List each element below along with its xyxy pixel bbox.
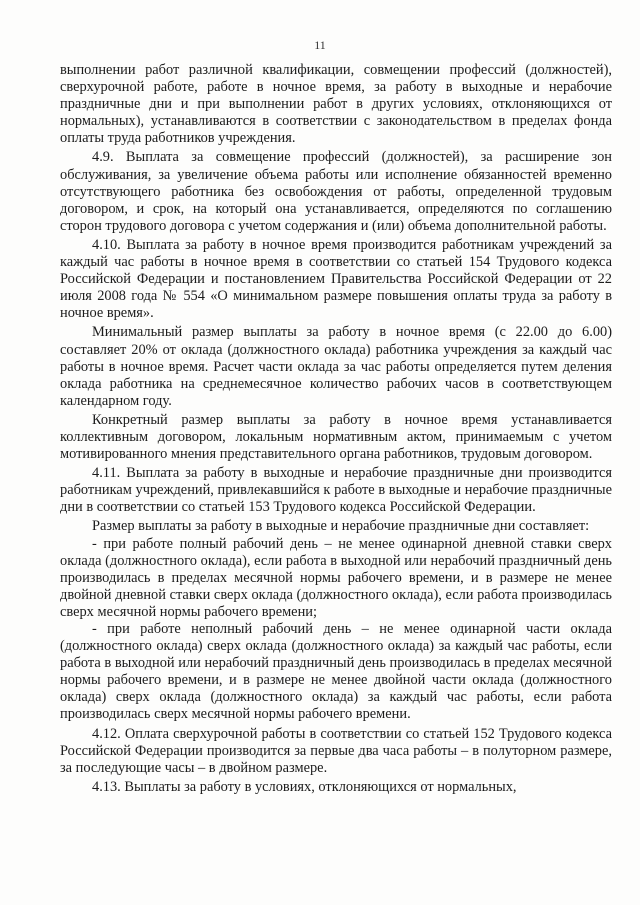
paragraph-4-9: 4.9. Выплата за совмещение профессий (должностей), за расширение зон обслуживания, за увеличение объема работы или исполнение обязанностей временно отсутствующего работника без освобождения от работы, определенной трудовым договором, и срок, на который она устанавливается, определяются по соглашению сторон трудового договора с учетом содержания и (или) объема дополнительной работы. [60, 149, 612, 234]
document-body [60, 62, 612, 796]
paragraph-intro-continuation: выполнении работ различной квалификации, совмещении профессий (должностей), сверхурочной работе, работе в ночное время, за работу в выходные и нерабочие праздничные дни и при выполнении работ в других условиях, отклоняющихся от нормальных), устанавливаются в соответствии с законодательством в пределах фонда оплаты труда работников учреждения. [60, 62, 612, 147]
paragraph-4-11: 4.11. Выплата за работу в выходные и нерабочие праздничные дни производится работникам учреждений, привлекавшийся к работе в выходные и нерабочие праздничные дни в соответствии со статьей 153 Трудового кодекса Российской Федерации. [60, 465, 612, 516]
page-number: 11 [314, 38, 326, 52]
paragraph-4-12: 4.12. Оплата сверхурочной работы в соответствии со статьей 152 Трудового кодекса Российской Федерации производится за первые два часа работы – в полуторном размере, за последующие часы – в двойном размере. [60, 725, 612, 776]
list-item-part-day: - при работе неполный рабочий день – не менее одинарной части оклада (должностного оклада) сверх оклада (должностного оклада) за каждый час работы, если работа в выходной или нерабочий праздничный день производилась в пределах месячной нормы рабочего времени, и в размере не менее двойной части оклада (должностного оклада) сверх оклада (должностного оклада) за каждый час работы, если работа производилась сверх месячной нормы рабочего времени. [60, 621, 612, 723]
paragraph-night-specific-size: Конкретный размер выплаты за работу в ночное время устанавливается коллективным договором, локальным нормативным актом, принимаемым с учетом мотивированного мнения представительного органа работников, трудовым договором. [60, 411, 612, 463]
paragraph-4-13: 4.13. Выплаты за работу в условиях, отклоняющихся от нормальных, [92, 778, 517, 795]
paragraph-holiday-size: Размер выплаты за работу в выходные и нерабочие праздничные дни составляет: [92, 518, 590, 535]
paragraph-4-10: 4.10. Выплата за работу в ночное время производится работникам учреждений за каждый час работы в ночное время в соответствии со статьей 154 Трудового кодекса Российской Федерации и постановлением Правительства Российской Федерации от 22 июля 2008 года № 554 «О минимальном размере повышения оплаты труда за работу в ночное время». [60, 236, 612, 322]
list-item-full-day: - при работе полный рабочий день – не менее одинарной дневной ставки сверх оклада (должностного оклада), если работа в выходной или нерабочий праздничный день производилась в пределах месячной нормы рабочего времени, и в размере не менее двойной дневной ставки сверх оклада (должностного оклада), если работа производилась сверх месячной нормы рабочего времени; [60, 535, 612, 620]
paragraph-night-min-size: Минимальный размер выплаты за работу в ночное время (с 22.00 до 6.00) составляет 20% от оклада (должностного оклада) работника учреждения за каждый час работы в ночное время. Расчет части оклада за час работы определяется путем деления оклада работника на среднемесячное количество рабочих часов в соответствующем календарном году. [60, 324, 612, 409]
